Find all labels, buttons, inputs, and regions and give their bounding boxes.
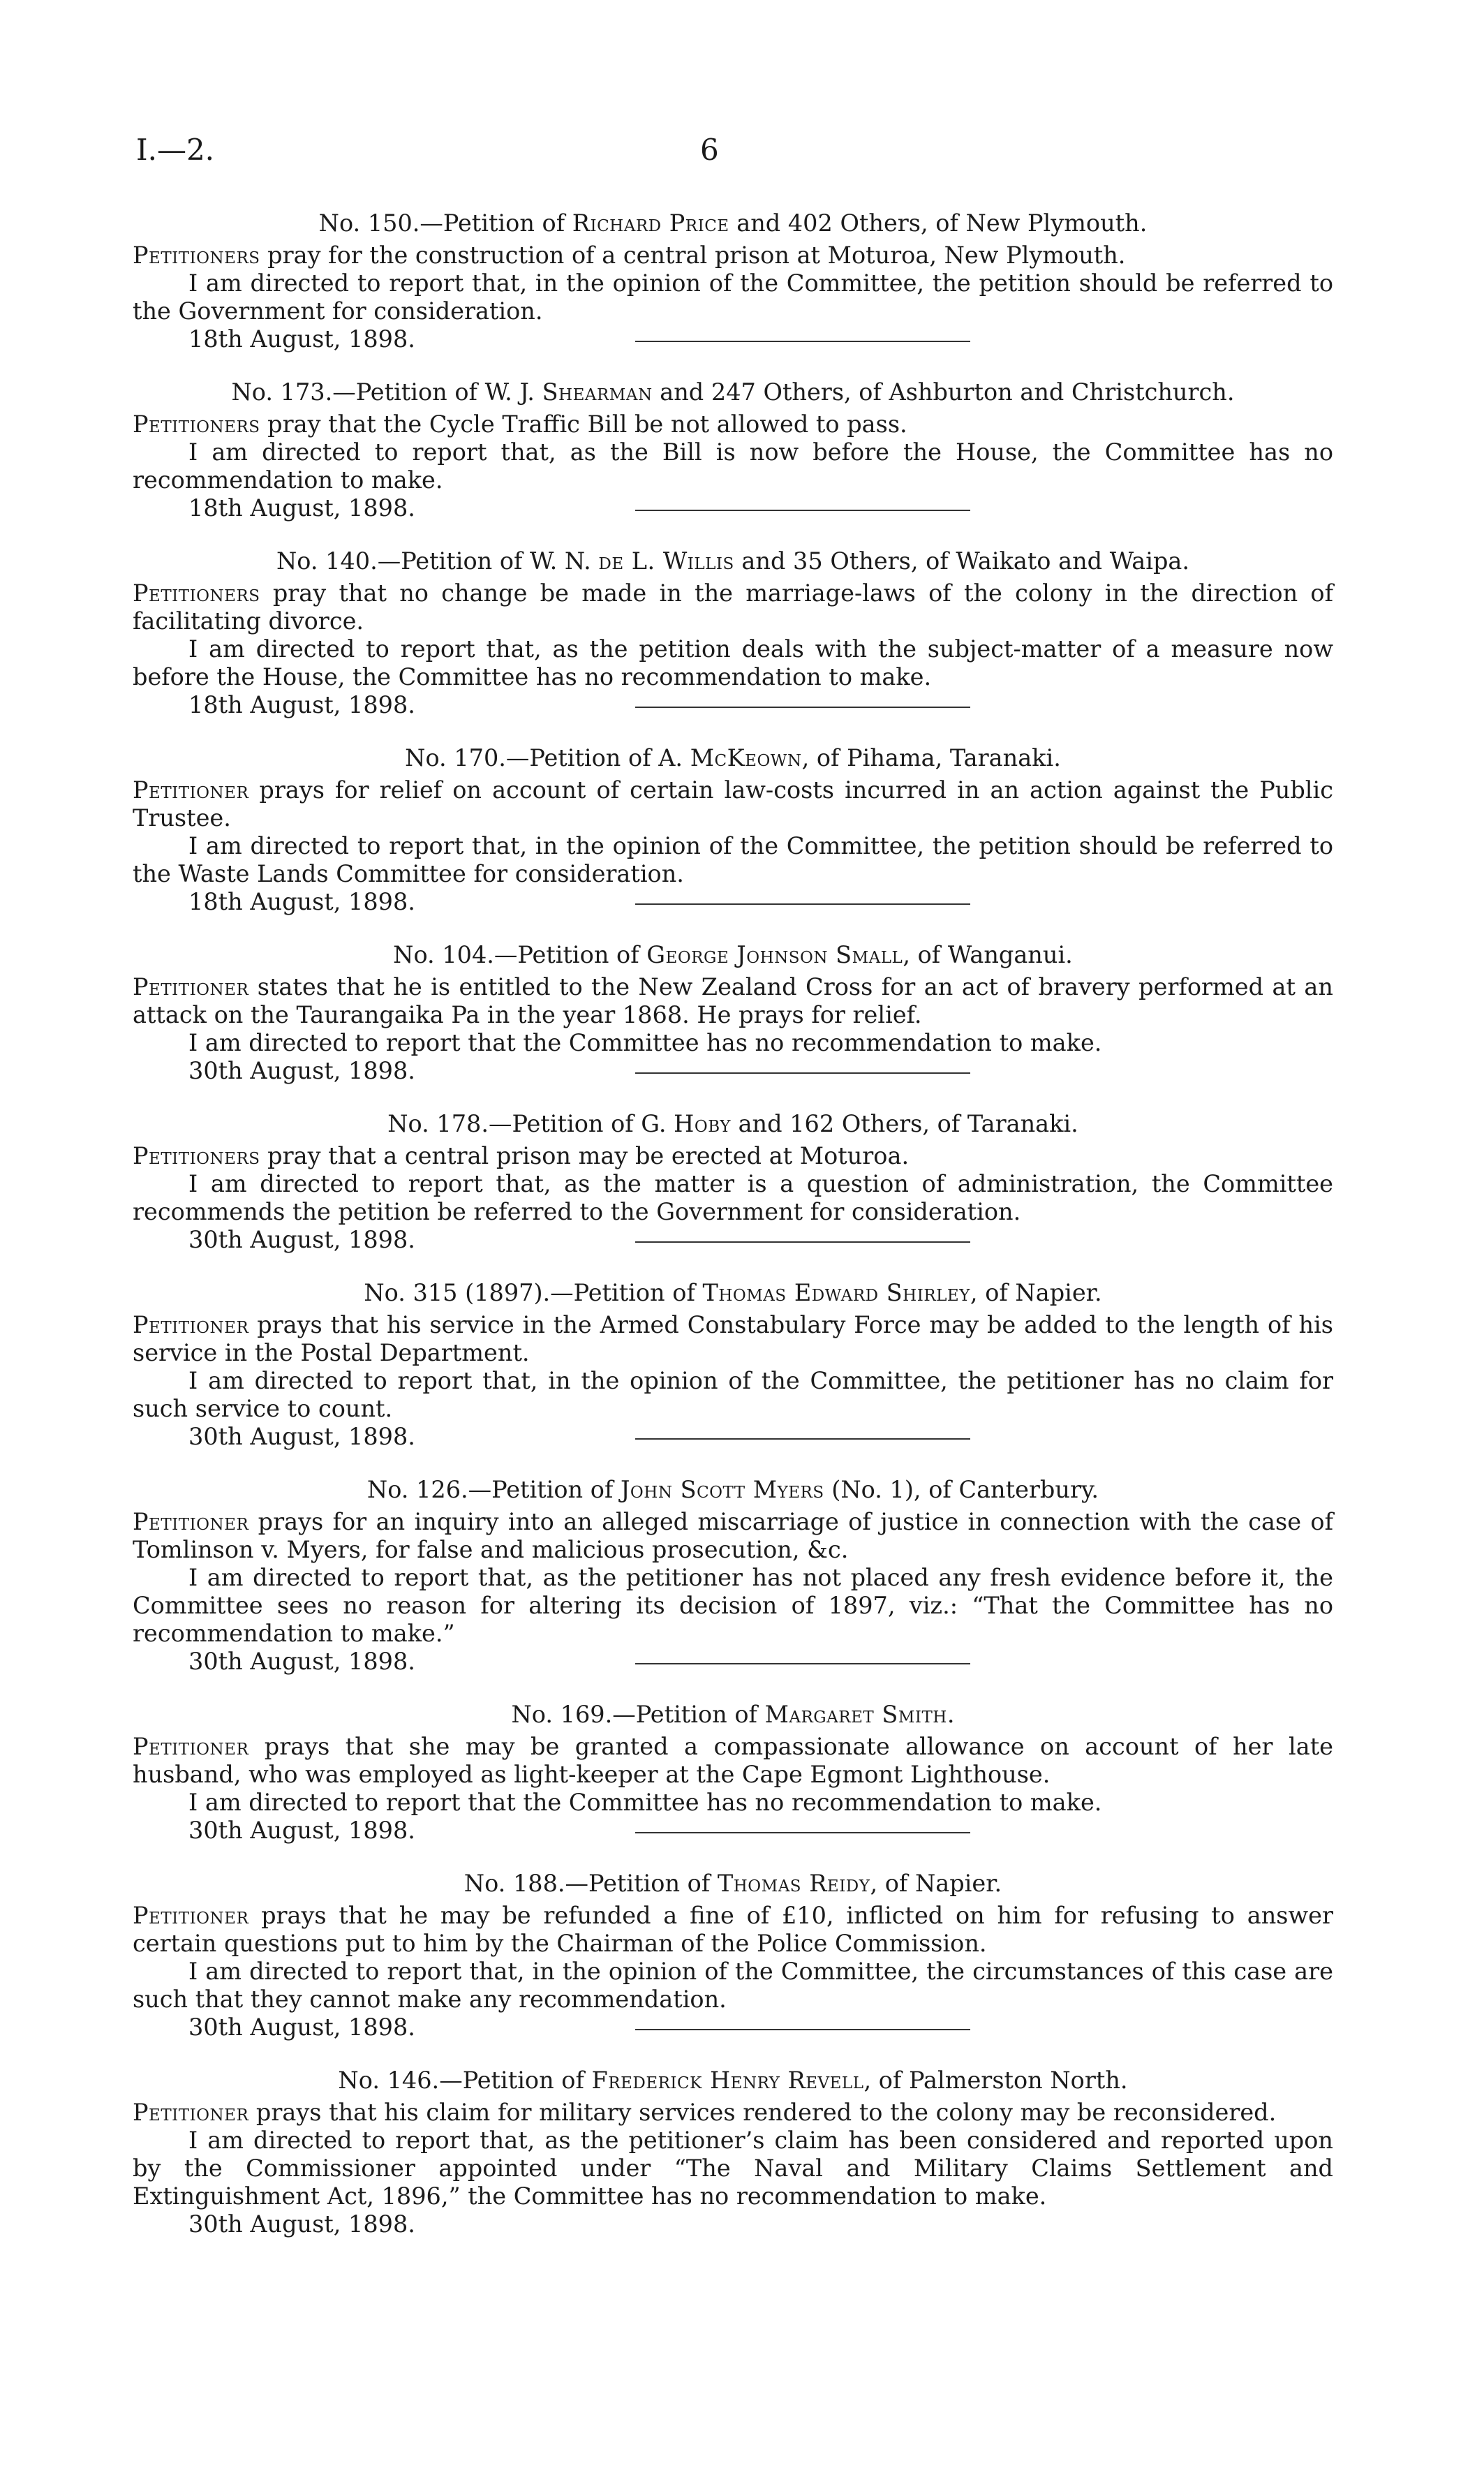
report-date: 30th August, 1898. [133,1817,1333,1845]
separator-rule [635,1438,970,1440]
petition-entry [133,941,1333,1085]
petitioner-name: John Scott Myers [621,1476,824,1503]
committee-report: I am directed to report that, in the opinion of the Committee, the petitioner has no claim for such service to count. [133,1367,1333,1422]
petition-entry [133,1110,1333,1254]
petition-prayer: Petitioners pray that a central prison may be erected at Moturoa. [133,1142,910,1169]
petitioner-name: de L. Willis [598,547,734,575]
committee-report: I am directed to report that, as the petitioner’s claim has been considered and reported upon by the Commissioner appointed under “The Naval and Military Claims Settlement and Extinguishment Act, 1896,” the Committee has no recommendation to make. [133,2127,1333,2210]
report-date: 18th August, 1898. [133,691,1333,719]
petitions-list [133,209,1333,2238]
petition-heading: No. 170.—Petition of A. McKeown, of Pihama, Taranaki. [405,744,1061,771]
petitioner-name: Frederick Henry Revell [591,2067,864,2094]
petitioner-name: Margaret Smith [764,1701,947,1728]
petition-entry [133,2067,1333,2238]
petition-entry [133,1476,1333,1676]
separator-rule [635,1663,970,1664]
paper-reference: I.—2. [136,133,215,167]
petition-heading: No. 315 (1897).—Petition of Thomas Edward Shirley, of Napier. [364,1279,1102,1306]
petition-heading: No. 140.—Petition of W. N. de L. Willis and 35 Others, of Waikato and Waipa. [276,547,1190,575]
petitioner-name: Richard Price [572,209,729,237]
petition-heading: No. 173.—Petition of W. J. Shearman and 247 Others, of Ashburton and Christchurch. [231,378,1235,406]
committee-report: I am directed to report that the Committee has no recommendation to make. [188,1029,1102,1056]
petition-entry [133,744,1333,916]
separator-rule [635,903,970,905]
petition-entry [133,209,1333,353]
petition-prayer: Petitioner prays that she may be granted a compassionate allowance on account of her late husband, who was employed as light-keeper at the Cape Egmont Lighthouse. [133,1733,1333,1788]
committee-report: I am directed to report that, as the matter is a question of administration, the Committee recommends the petition be referred to the Government for consideration. [133,1170,1333,1225]
committee-report: I am directed to report that, as the petition deals with the subject-matter of a measure now before the House, the Committee has no recommendation to make. [133,635,1333,690]
report-date: 30th August, 1898. [133,2014,1333,2041]
petition-prayer: Petitioners pray for the construction of a central prison at Moturoa, New Plymouth. [133,242,1126,269]
petitioner-name: George Johnson Small [646,941,903,968]
committee-report: I am directed to report that, in the opinion of the Committee, the petition should be referred to the Government for consideration. [133,269,1333,325]
petition-prayer: Petitioner prays that his claim for military services rendered to the colony may be reconsidered. [133,2099,1277,2126]
petitioner-name: Thomas Edward Shirley [702,1279,970,1306]
separator-rule [635,1832,970,1833]
committee-report: I am directed to report that, as the Bill is now before the House, the Committee has no recommendation to make. [133,438,1333,494]
report-date: 30th August, 1898. [133,1057,1333,1085]
committee-report: I am directed to report that, in the opinion of the Committee, the circumstances of this case are such that they cannot make any recommendation. [133,1958,1333,2013]
report-date: 30th August, 1898. [133,1226,1333,1254]
petitioner-name: Thomas Reidy [717,1870,870,1897]
petition-heading: No. 169.—Petition of Margaret Smith. [511,1701,955,1728]
report-date: 18th August, 1898. [133,888,1333,916]
committee-report: I am directed to report that, as the petitioner has not placed any fresh evidence before it, the Committee sees no reason for altering its decision of 1897, viz.: “That the Committee has no recommendation to make.” [133,1564,1333,1647]
petition-prayer: Petitioners pray that the Cycle Traffic Bill be not allowed to pass. [133,411,907,438]
petition-heading: No. 126.—Petition of John Scott Myers (No. 1), of Canterbury. [366,1476,1099,1503]
separator-rule [635,341,970,342]
petition-heading: No. 150.—Petition of Richard Price and 402 Others, of New Plymouth. [318,209,1148,237]
petition-entry [133,378,1333,522]
report-date: 30th August, 1898. [188,2210,415,2238]
petition-entry [133,1279,1333,1451]
petition-prayer: Petitioner prays that his service in the Armed Constabulary Force may be added to the length of his service in the Postal Department. [133,1311,1333,1366]
petition-heading: No. 104.—Petition of George Johnson Small, of Wanganui. [393,941,1073,968]
petition-prayer: Petitioners pray that no change be made in the marriage-laws of the colony in the direction of facilitating divorce. [133,579,1333,635]
petition-heading: No. 188.—Petition of Thomas Reidy, of Napier. [463,1870,1002,1897]
page-number: 6 [700,133,719,167]
petition-prayer: Petitioner prays that he may be refunded a fine of £10, inflicted on him for refusing to answer certain questions put to him by the Chairman of the Police Commission. [133,1902,1333,1957]
petition-heading: No. 146.—Petition of Frederick Henry Revell, of Palmerston North. [338,2067,1128,2094]
page-header [136,133,1337,175]
petition-heading: No. 178.—Petition of G. Hoby and 162 Others, of Taranaki. [387,1110,1078,1137]
separator-rule [635,2029,970,2030]
petition-entry [133,1870,1333,2041]
report-date: 18th August, 1898. [133,494,1333,522]
petition-entry [133,1701,1333,1845]
petition-prayer: Petitioner prays for relief on account of certain law-costs incurred in an action against the Public Trustee. [133,776,1333,832]
petition-prayer: Petitioner states that he is entitled to the New Zealand Cross for an act of bravery performed at an attack on the Taurangaika Pa in the year 1868. He prays for relief. [133,973,1333,1028]
separator-rule [635,1072,970,1074]
separator-rule [635,1241,970,1243]
report-date: 30th August, 1898. [133,1648,1333,1676]
petitioner-name: McKeown [690,744,802,771]
separator-rule [635,707,970,708]
report-date: 18th August, 1898. [133,325,1333,353]
petition-prayer: Petitioner prays for an inquiry into an alleged miscarriage of justice in connection with the case of Tomlinson v. Myers, for false and malicious prosecution, &c. [133,1508,1333,1563]
petitioner-name: Shearman [542,378,653,406]
committee-report: I am directed to report that, in the opinion of the Committee, the petition should be referred to the Waste Lands Committee for consideration. [133,832,1333,887]
petition-entry [133,547,1333,719]
separator-rule [635,510,970,511]
committee-report: I am directed to report that the Committee has no recommendation to make. [188,1789,1102,1816]
petitioner-name: Hoby [674,1110,731,1137]
report-date: 30th August, 1898. [133,1423,1333,1451]
